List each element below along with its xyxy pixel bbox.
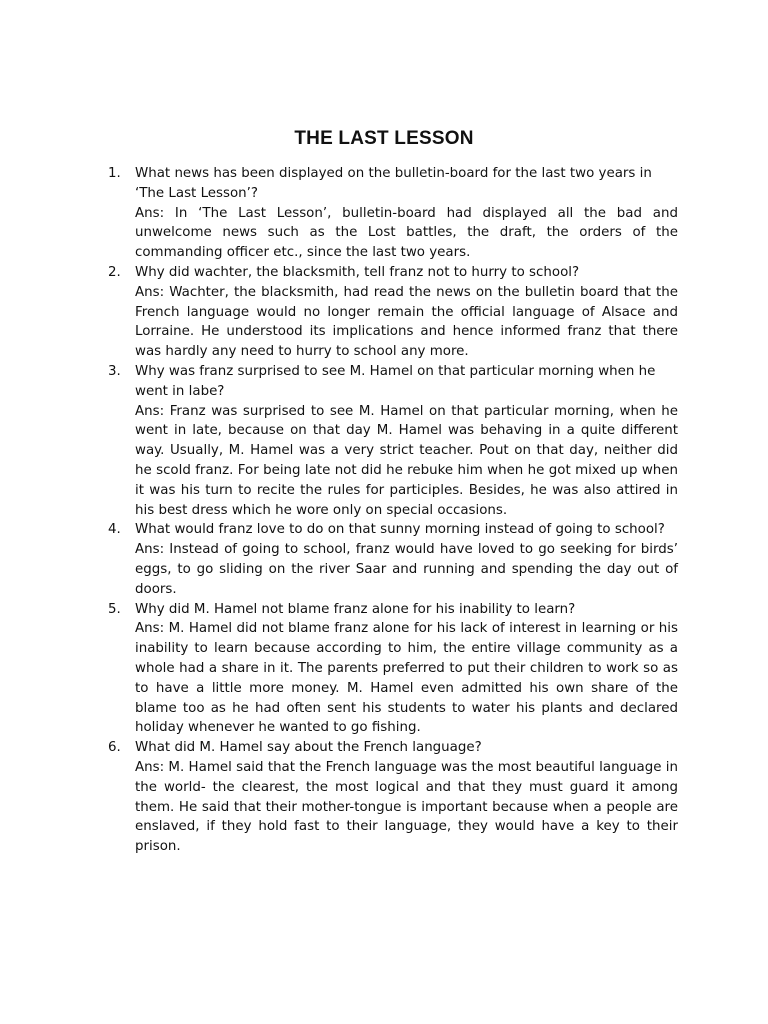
answer-text: Ans: In ‘The Last Lesson’, bulletin-board had displayed all the bad and unwelcome news such as the Lost battles, the draft, the orders of the commanding officer etc., since the last two years. (135, 205, 678, 261)
item-number: 5. (108, 601, 121, 617)
item-number: 4. (108, 522, 121, 538)
question-text: What would franz love to do on that sunny morning instead of going to school? (135, 522, 665, 538)
answer-text: Ans: Wachter, the blacksmith, had read the news on the bulletin board that the French language would no longer remain the official language of Alsace and Lorraine. He understood its implications and hence informed franz that there was hardly any need to hurry to school any more. (135, 284, 678, 360)
answer-text: Ans: M. Hamel said that the French language was the most beautiful language in the world- the clearest, the most logical and that they must guard it among them. He said that their mother-tongue is important because when a people are enslaved, if they hold fast to their language, they would have a key to their prison. (135, 759, 678, 855)
list-item (108, 520, 678, 599)
question-text: Why did wachter, the blacksmith, tell franz not to hurry to school? (135, 264, 580, 280)
list-item (108, 263, 678, 362)
question-text: What news has been displayed on the bulletin-board for the last two years in ‘The Last Lesson’? (135, 166, 652, 201)
list-item (108, 164, 678, 263)
question-text: Why was franz surprised to see M. Hamel on that particular morning when he went in labe? (135, 363, 656, 399)
item-number: 6. (108, 740, 121, 756)
list-item (108, 600, 678, 739)
page-title: THE LAST LESSON (294, 128, 474, 149)
answer-text: Ans: M. Hamel did not blame franz alone for his lack of interest in learning or his inability to learn because according to him, the entire village community as a whole had a share in it. The parents preferred to put their children to work so as to have a little more money. M. Hamel even admitted his own share of the blame too as he had often sent his students to water his plants and declared holiday whenever he wanted to go fishing. (135, 621, 678, 736)
list-item (108, 362, 678, 520)
question-text: What did M. Hamel say about the French language? (135, 740, 482, 756)
question-text: Why did M. Hamel not blame franz alone for his inability to learn? (135, 601, 576, 617)
question-answer-list (108, 164, 678, 857)
item-number: 2. (108, 264, 121, 280)
item-number: 3. (108, 363, 121, 379)
answer-text: Ans: Franz was surprised to see M. Hamel on that particular morning, when he went in late, because on that day M. Hamel was behaving in a quite different way. Usually, M. Hamel was a very strict teacher. Pout on that day, neither did he scold franz. For being late not did he rebuke him when he got mixed up when it was his turn to recite the rules for participles. Besides, he was also attired in his best dress which he wore only on special occasions. (135, 403, 678, 518)
item-number: 1. (108, 166, 121, 181)
answer-text: Ans: Instead of going to school, franz would have loved to go seeking for birds’ eggs, to go sliding on the river Saar and running and spending the day out of doors. (135, 542, 678, 597)
list-item (108, 738, 678, 857)
